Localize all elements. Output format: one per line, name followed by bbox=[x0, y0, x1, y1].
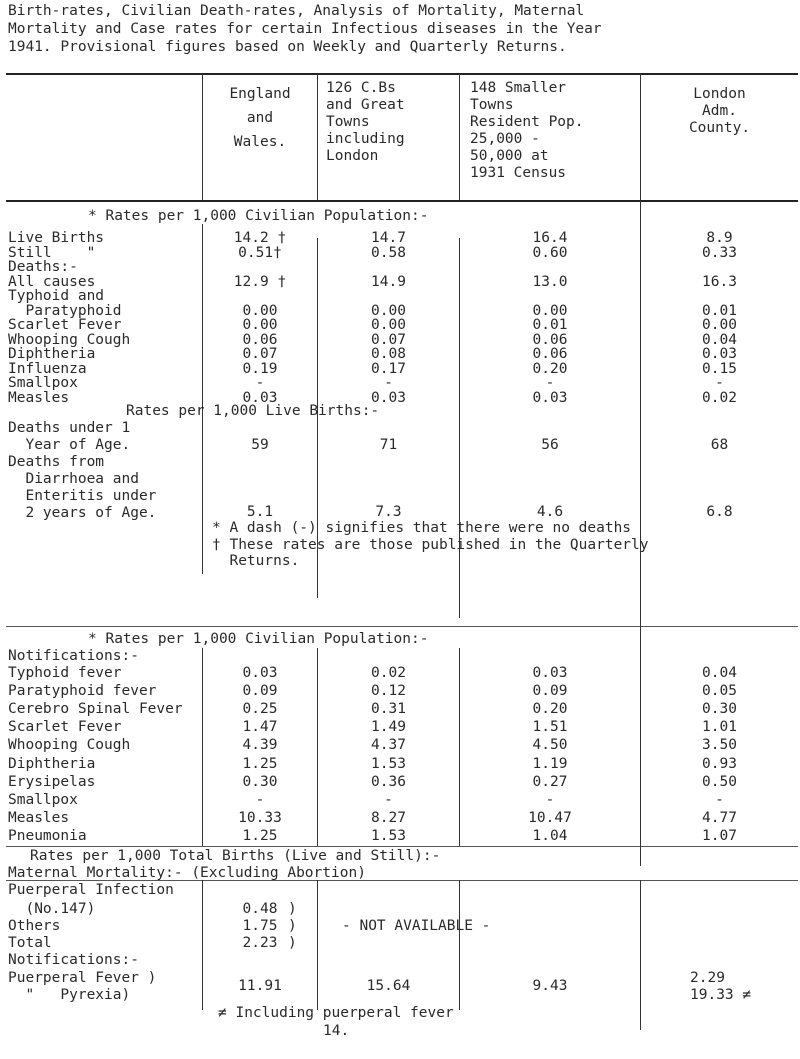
others-label: Others bbox=[8, 918, 61, 934]
section3-cell: 0.36 bbox=[371, 773, 406, 790]
section1-heading: * Rates per 1,000 Civilian Population:- bbox=[88, 208, 429, 224]
section1-cell: 0.01 bbox=[532, 317, 568, 333]
section1-cell: 14.2 † bbox=[233, 230, 287, 246]
table-top-rule bbox=[6, 73, 798, 75]
section1-cell: 16.4 bbox=[532, 230, 568, 246]
section1-cell: 0.00 bbox=[371, 317, 406, 333]
section1-cell: 0.00 bbox=[371, 302, 406, 319]
section1-cell: 0.60 bbox=[532, 244, 568, 261]
section3-cell: 1.19 bbox=[532, 755, 568, 772]
section3-cell: - bbox=[384, 791, 393, 808]
section3-cell: 1.53 bbox=[371, 755, 406, 772]
section1-cell: 0.58 bbox=[371, 244, 406, 261]
section3-row-label: Erysipelas bbox=[8, 773, 96, 790]
section3-cell: 4.50 bbox=[532, 737, 568, 754]
section-divider-rule bbox=[6, 626, 798, 627]
section3-row-label: Measles bbox=[8, 809, 70, 826]
section3-cell: 0.27 bbox=[532, 773, 568, 790]
section1-cell: 0.33 bbox=[702, 244, 737, 261]
section3-cell: 1.51 bbox=[532, 719, 568, 736]
section1-row-label: Influenza bbox=[8, 360, 87, 377]
notifications-label: Notifications:- bbox=[8, 648, 139, 664]
section1-row-label: Whooping Cough bbox=[8, 331, 131, 348]
section3-cell: 0.30 bbox=[242, 773, 278, 790]
section1-row-label: Smallpox bbox=[8, 375, 78, 391]
section3-cell: 0.02 bbox=[371, 665, 406, 681]
section2-under1-cell: 71 bbox=[379, 437, 398, 453]
section1-cell: 0.00 bbox=[242, 317, 278, 333]
section1-cell: 0.07 bbox=[371, 331, 406, 348]
section3-cell: 4.77 bbox=[702, 809, 737, 826]
section1-cell: 0.51† bbox=[238, 244, 282, 261]
document-title-line-2: Mortality and Case rates for certain Infectious diseases in the Year bbox=[8, 21, 602, 37]
section3-cell: 0.93 bbox=[702, 755, 737, 772]
section3-cell: 0.31 bbox=[371, 701, 406, 718]
section1-cell: 16.3 bbox=[702, 273, 737, 290]
section2-heading: Rates per 1,000 Live Births:- bbox=[126, 403, 380, 419]
col-rule-4-maternal bbox=[640, 880, 641, 1030]
section3-row-label: Scarlet Fever bbox=[8, 719, 122, 736]
section1-cell: 0.07 bbox=[242, 346, 278, 362]
section3-cell: 0.09 bbox=[242, 683, 278, 700]
section1-cell: - bbox=[715, 375, 724, 391]
section2-diarrhoea-cell: 7.3 bbox=[375, 504, 402, 520]
section1-row-label: Still " bbox=[8, 244, 96, 261]
puerperal-fever-great-towns: 15.64 bbox=[366, 978, 411, 994]
section3-cell: - bbox=[545, 791, 555, 808]
footnote: ≠ Including puerperal fever bbox=[218, 1005, 454, 1021]
pneumonia-underline-rule bbox=[6, 846, 798, 847]
not-available-text: - NOT AVAILABLE - bbox=[342, 918, 491, 934]
section1-cell: 8.9 bbox=[706, 230, 733, 246]
section2-diarrhoea-cell: 6.8 bbox=[706, 504, 733, 520]
section1-cell: 0.03 bbox=[702, 346, 737, 362]
no147-value: 0.48 bbox=[242, 901, 278, 917]
puerperal-fever-london: 2.29 bbox=[690, 970, 725, 986]
section1-cell: 0.06 bbox=[242, 331, 278, 348]
section1-row-label: Measles bbox=[8, 389, 70, 406]
section3-cell: 1.01 bbox=[702, 719, 737, 736]
section1-cell: - bbox=[384, 375, 393, 391]
section1-cell: 0.06 bbox=[532, 331, 568, 348]
puerperal-fever-england: 11.91 bbox=[238, 978, 282, 994]
maternal-mortality-heading: Maternal Mortality:- (Excluding Abortion) bbox=[8, 865, 366, 881]
pyrexia-label: " Pyrexia) bbox=[8, 987, 131, 1003]
section1-cell: 0.03 bbox=[371, 389, 406, 406]
section1-row-label: Diphtheria bbox=[8, 346, 96, 362]
section1-row-label: Live Births bbox=[8, 230, 105, 246]
section3-cell: 0.09 bbox=[532, 683, 568, 700]
col-rule-3-body bbox=[459, 238, 460, 618]
others-value: 1.75 bbox=[242, 918, 278, 934]
section3-cell: 1.53 bbox=[371, 827, 406, 844]
section1-cell: 0.17 bbox=[371, 360, 406, 377]
section3-cell: 0.25 bbox=[242, 701, 278, 718]
page-number: 14. bbox=[323, 1023, 350, 1039]
section1-row-label: Scarlet Fever bbox=[8, 317, 122, 333]
section1-row-label: All causes bbox=[8, 273, 96, 290]
col-rule-4-body bbox=[640, 200, 641, 626]
section1-cell: 13.0 bbox=[532, 273, 568, 290]
section2-diarrhoea-cell: 4.6 bbox=[536, 504, 564, 520]
section3-cell: 1.49 bbox=[371, 719, 406, 736]
section1-cell: - bbox=[545, 375, 555, 391]
section1-cell: 0.00 bbox=[242, 302, 278, 319]
section3-cell: 0.05 bbox=[702, 683, 737, 700]
pyrexia-london: 19.33 ≠ bbox=[690, 987, 752, 1003]
section3-row-label: Diphtheria bbox=[8, 755, 96, 772]
section1-cell: 0.02 bbox=[702, 389, 737, 406]
section1-cell: 0.06 bbox=[532, 346, 568, 362]
section1-cell: 0.04 bbox=[702, 331, 737, 348]
section3-row-label: Paratyphoid fever bbox=[8, 683, 157, 700]
section3-cell: 0.20 bbox=[532, 701, 568, 718]
section3-heading: * Rates per 1,000 Civilian Population:- bbox=[88, 631, 429, 647]
section1-cell: 0.00 bbox=[702, 317, 737, 333]
section1-cell: 0.20 bbox=[532, 360, 568, 377]
section1-cell: 0.01 bbox=[702, 302, 737, 319]
section3-cell: 0.50 bbox=[702, 773, 737, 790]
section3-cell: 0.03 bbox=[532, 665, 568, 681]
section3-row-label: Pneumonia bbox=[8, 827, 87, 844]
section3-cell: 4.39 bbox=[242, 737, 278, 754]
notifications-label-2: Notifications:- bbox=[8, 952, 139, 968]
section2-diarrhoea-cell: 5.1 bbox=[246, 504, 274, 520]
section2-under1-cell: 59 bbox=[251, 437, 269, 453]
section1-cell: 14.7 bbox=[371, 230, 406, 246]
section3-cell: 3.50 bbox=[702, 737, 737, 754]
document-title-line-1: Birth-rates, Civilian Death-rates, Analysis of Mortality, Maternal bbox=[8, 3, 585, 19]
section3-cell: 10.33 bbox=[238, 809, 282, 826]
section1-cell: 0.19 bbox=[242, 360, 278, 377]
header-bottom-rule bbox=[6, 200, 798, 202]
section3-row-label: Smallpox bbox=[8, 791, 78, 808]
section3-cell: 1.25 bbox=[242, 827, 278, 844]
section3-cell: 8.27 bbox=[371, 809, 406, 826]
section3-row-label: Whooping Cough bbox=[8, 737, 131, 754]
section3-cell: 0.04 bbox=[702, 665, 737, 681]
section3-row-label: Cerebro Spinal Fever bbox=[8, 701, 183, 718]
section3-cell: 0.03 bbox=[242, 665, 278, 681]
no147-label: (No.147) bbox=[8, 901, 96, 917]
section1-cell: 0.03 bbox=[532, 389, 568, 406]
section3-cell: 10.47 bbox=[528, 809, 572, 826]
section3-cell: 1.04 bbox=[532, 827, 568, 844]
section1-row-label: Typhoid and bbox=[8, 288, 105, 304]
section3-cell: 4.37 bbox=[371, 737, 406, 754]
section1-cell: 14.9 bbox=[371, 273, 406, 290]
section3-cell: - bbox=[715, 791, 724, 808]
total-label: Total bbox=[8, 935, 52, 951]
section1-cell: 0.08 bbox=[371, 346, 406, 362]
section3-cell: 1.25 bbox=[242, 755, 278, 772]
puerperal-fever-label: Puerperal Fever ) bbox=[8, 970, 157, 986]
section1-row-label: Deaths:- bbox=[8, 259, 78, 275]
section3-row-label: Typhoid fever bbox=[8, 665, 122, 681]
section3-cell: 1.47 bbox=[242, 719, 278, 736]
section3-cell: - bbox=[255, 791, 265, 808]
puerperal-infection-label: Puerperal Infection bbox=[8, 882, 174, 898]
section1-cell: - bbox=[255, 375, 265, 391]
puerperal-fever-smaller-towns: 9.43 bbox=[532, 978, 568, 994]
col-rule-3-header bbox=[459, 73, 460, 200]
col-rule-2-header bbox=[317, 73, 318, 200]
document-title-line-3: 1941. Provisional figures based on Weekly and Quarterly Returns. bbox=[8, 39, 567, 55]
section1-cell: 0.15 bbox=[702, 360, 737, 377]
section2-under1-cell: 68 bbox=[710, 437, 729, 453]
total-value: 2.23 bbox=[242, 935, 278, 951]
section3-cell: 1.07 bbox=[702, 827, 737, 844]
section4-heading: Rates per 1,000 Total Births (Live and Still):- bbox=[30, 848, 441, 864]
section3-cell: 0.30 bbox=[702, 701, 737, 718]
section1-cell: 0.00 bbox=[532, 302, 568, 319]
section1-row-label: Paratyphoid bbox=[8, 302, 122, 319]
section3-cell: 0.12 bbox=[371, 683, 406, 700]
section1-cell: 12.9 † bbox=[233, 273, 287, 290]
section1-cell: 0.03 bbox=[242, 389, 278, 406]
section2-under1-cell: 56 bbox=[541, 437, 559, 453]
